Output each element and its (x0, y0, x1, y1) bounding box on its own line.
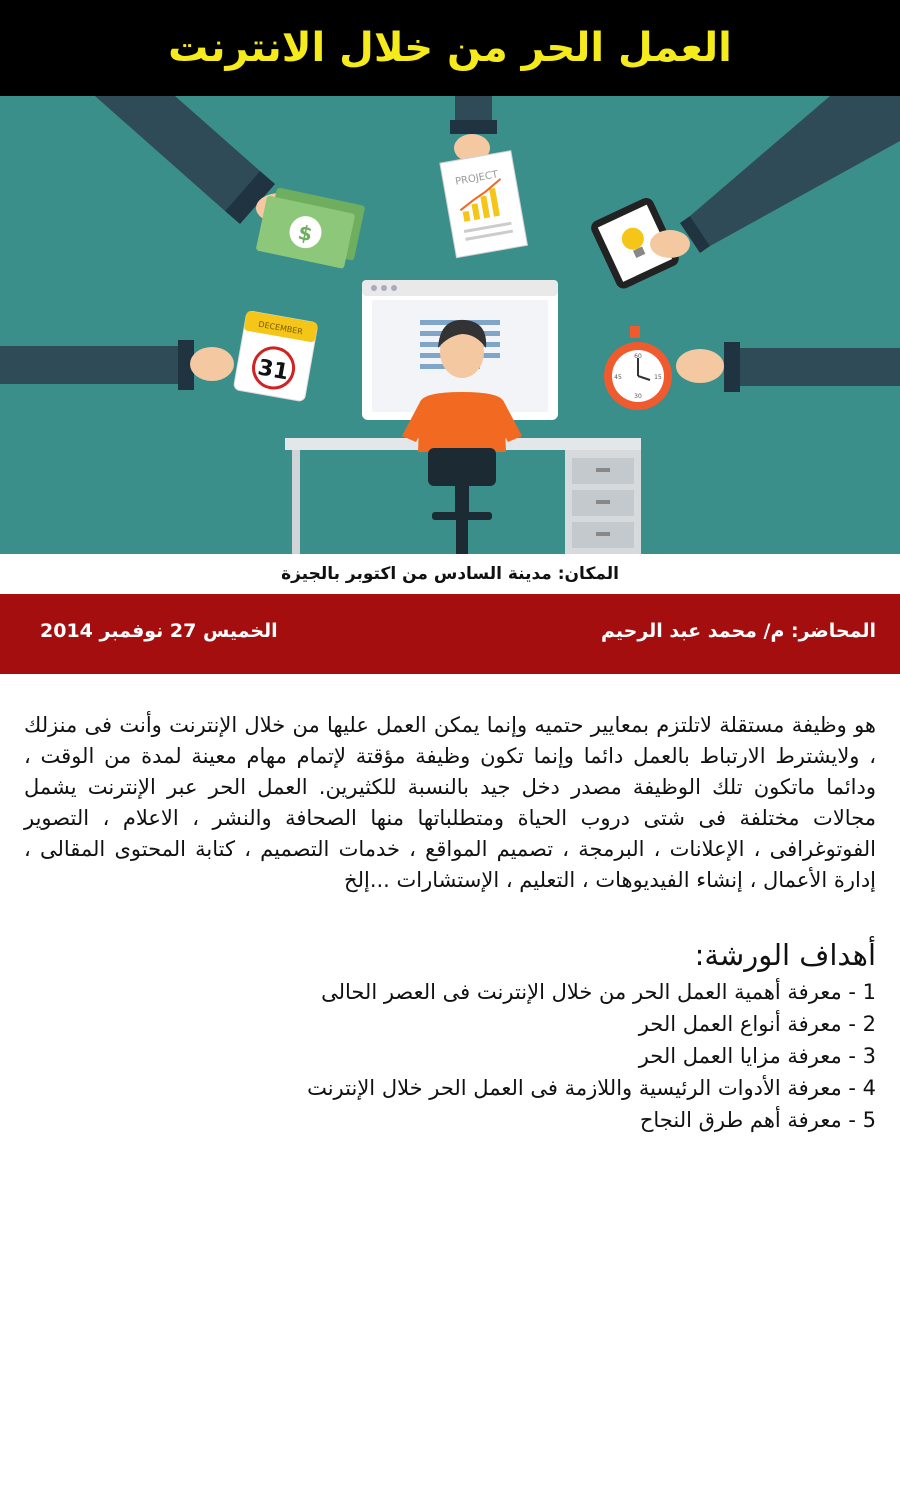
dollar-sign: $ (295, 219, 315, 247)
lecturer-name: المحاضر: م/ محمد عبد الرحيم (600, 620, 876, 642)
goal-item: 3 - معرفة مزايا العمل الحر (638, 1044, 876, 1068)
page-header (0, 0, 900, 96)
calendar-month: DECEMBER (257, 319, 304, 337)
goal-item: 1 - معرفة أهمية العمل الحر من خلال الإنترنت فى العصر الحالى (321, 980, 876, 1004)
location-line: المكان: مدينة السادس من اكتوبر بالجيزة (0, 554, 900, 594)
hero-illustration (0, 96, 900, 554)
goals-list (24, 976, 876, 1136)
goal-item: 5 - معرفة أهم طرق النجاح (639, 1108, 876, 1132)
main-content (0, 674, 900, 1136)
info-bar (0, 594, 900, 674)
timer-mark: 60 (634, 353, 642, 360)
timer-mark: 45 (614, 374, 622, 381)
project-label: PROJECT (454, 169, 499, 188)
page-title: العمل الحر من خلال الانترنت (168, 25, 732, 71)
goal-item: 2 - معرفة أنواع العمل الحر (638, 1012, 876, 1036)
timer-mark: 30 (634, 393, 642, 400)
goal-item: 4 - معرفة الأدوات الرئيسية واللازمة فى العمل الحر خلال الإنترنت (307, 1076, 876, 1100)
freelance-illustration (0, 96, 900, 554)
description-paragraph: هو وظيفة مستقلة لاتلتزم بمعايير حتميه وإنما يمكن العمل عليها من خلال الإنترنت وأنت فى منزلك ، ولايشترط الارتباط بالعمل دائما وإنما تكون وظيفة مؤقتة لإتمام مهام معينة لمدة من الوقت ، ودائما ماتكون تلك الوظيفة مصدر دخل جيد بالنسبة للكثيرين. العمل الحر عبر الإنترنت يشمل مجالات مختلفة فى شتى دروب الحياة ومتطلباتها منها الصحافة والنشر ، الاعلام ، التصوير الفوتوغرافى ، الإعلانات ، البرمجة ، تصميم المواقع ، خدمات التصميم ، كتابة المحتوى المقالى ، إدارة الأعمال ، إنشاء الفيديوهات ، التعليم ، الإستشارات ...إلخ (24, 713, 876, 892)
event-date: الخميس 27 نوفمبر 2014 (40, 620, 278, 642)
timer-mark: 15 (654, 374, 662, 381)
goals-heading: أهداف الورشة: (694, 938, 876, 972)
calendar-day: 31 (255, 355, 291, 386)
